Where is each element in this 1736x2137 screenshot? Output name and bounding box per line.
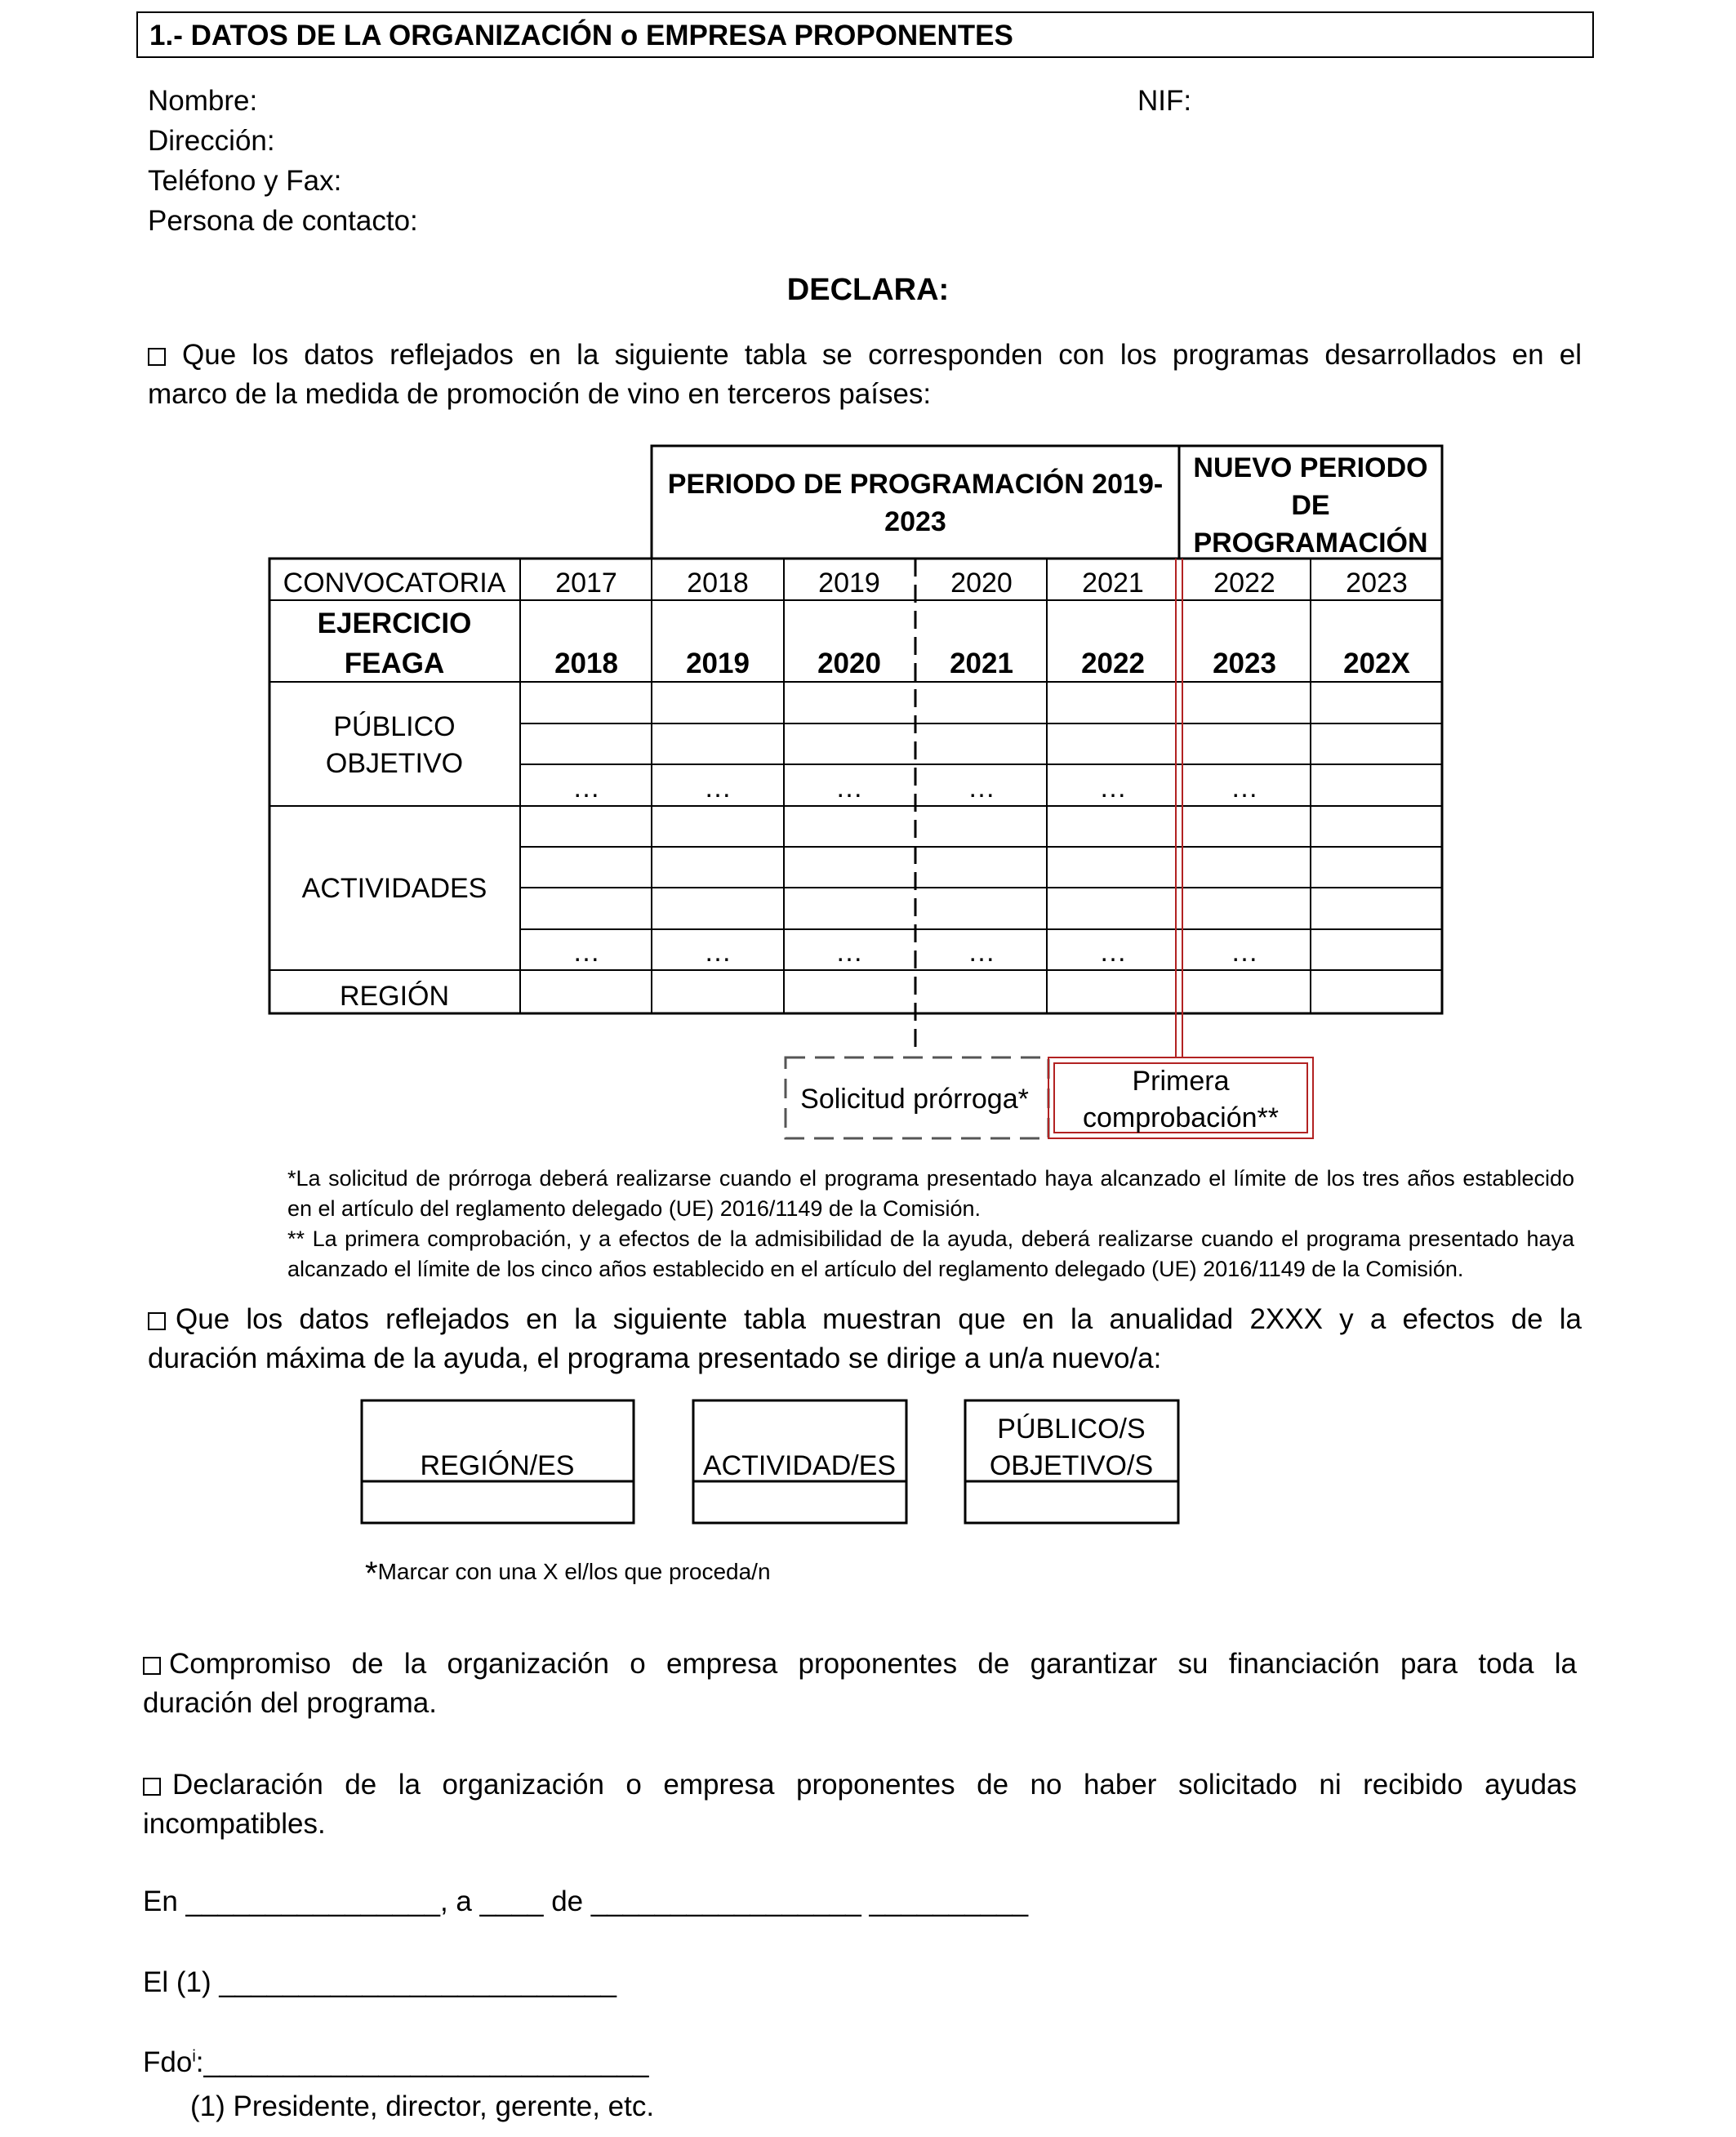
solicitud-prorroga-label: Solicitud prórroga* — [800, 1084, 1029, 1115]
row-label-ejercicio-line1: EJERCICIO — [317, 608, 472, 639]
publico-box-label-line1: PÚBLICO/S — [997, 1414, 1146, 1445]
actividad-box-label: ACTIVIDAD/ES — [702, 1450, 897, 1481]
footnote-line: *La solicitud de prórroga deberá realizarse cuando el programa presentado haya alcanzado el límite de los tres años establecido — [287, 1166, 1574, 1191]
marcar-note-text: Marcar con una X el/los que proceda/n — [377, 1559, 771, 1584]
row-label-publico-line2: OBJETIVO — [325, 748, 464, 779]
paragraph-line: marco de la medida de promoción de vino en terceros países: — [148, 378, 932, 410]
field-nombre: Nombre: — [148, 85, 258, 117]
row-label-publico-line1: PÚBLICO — [333, 711, 456, 742]
fdo-blank: :____________________________ — [195, 2046, 649, 2078]
section-title: 1.- DATOS DE LA ORGANIZACIÓN o EMPRESA PROPONENTES — [149, 20, 1013, 51]
ellipsis-cell: … — [968, 772, 995, 804]
footnote-line: alcanzado el límite de los cinco años establecido en el artículo del reglamento delegado (UE) 2016/1149 de la Comisión. — [287, 1257, 1464, 1281]
checkbox[interactable] — [143, 1657, 161, 1675]
convocatoria-year: 2019 — [818, 568, 880, 599]
paragraph-line: duración máxima de la ayuda, el programa presentado se dirige a un/a nuevo/a: — [148, 1342, 1162, 1374]
ejercicio-year: 2021 — [950, 648, 1013, 679]
row-label-region: REGIÓN — [339, 981, 450, 1012]
new-period-header-line3: PROGRAMACIÓN — [1193, 528, 1428, 559]
checkbox[interactable] — [143, 1778, 161, 1796]
row-label-actividades: ACTIVIDADES — [301, 873, 487, 904]
ejercicio-year: 2018 — [554, 648, 618, 679]
ejercicio-year: 2019 — [686, 648, 750, 679]
compromiso-paragraph — [143, 1645, 1577, 1723]
publico-box-label-line2: OBJETIVO/S — [989, 1450, 1154, 1481]
ellipsis-cell: … — [704, 937, 732, 968]
marcar-note-star: * — [365, 1556, 378, 1592]
ejercicio-year: 2023 — [1213, 648, 1276, 679]
ayudas-paragraph — [143, 1765, 1577, 1844]
declara-heading: DECLARA: — [786, 273, 950, 307]
row-label-convocatoria: CONVOCATORIA — [283, 568, 506, 599]
period-header-line1: PERIODO DE PROGRAMACIÓN 2019- — [667, 469, 1164, 500]
fdo-superscript: i — [192, 2047, 196, 2066]
paragraph-line: Que los datos reflejados en la siguiente tabla muestran que en la anualidad 2XXX y a efectos de la — [148, 1300, 1582, 1339]
checkbox[interactable] — [148, 1312, 166, 1330]
region-box-label: REGIÓN/ES — [420, 1450, 575, 1481]
footnote-line: en el artículo del reglamento delegado (UE) 2016/1149 de la Comisión. — [287, 1196, 982, 1221]
ellipsis-cell: … — [572, 772, 600, 804]
field-nif: NIF: — [1137, 85, 1192, 117]
convocatoria-year: 2020 — [950, 568, 1013, 599]
field-direccion: Dirección: — [148, 125, 275, 157]
ellipsis-cell: … — [835, 937, 863, 968]
primera-comprobacion-line2: comprobación** — [1082, 1102, 1280, 1133]
convocatoria-year: 2021 — [1082, 568, 1144, 599]
period-header-line2: 2023 — [884, 506, 946, 537]
new-period-header-line2: DE — [1291, 490, 1330, 521]
convocatoria-year: 2022 — [1213, 568, 1275, 599]
ellipsis-cell: … — [835, 772, 863, 804]
role-footnote: (1) Presidente, director, gerente, etc. — [190, 2090, 655, 2122]
ellipsis-cell: … — [1099, 772, 1127, 804]
fdo-label: Fdo — [143, 2046, 193, 2078]
table-footnotes — [287, 1164, 1574, 1284]
paragraph-line: Compromiso de la organización o empresa proponentes de garantizar su financiación para toda la — [143, 1645, 1577, 1684]
field-telefono: Teléfono y Fax: — [148, 165, 342, 197]
paragraph-line: incompatibles. — [143, 1808, 326, 1840]
signature-line[interactable] — [143, 2043, 649, 2082]
paragraph-line: Declaración de la organización o empresa proponentes de no haber solicitado ni recibido ayudas — [143, 1765, 1577, 1805]
ellipsis-cell: … — [572, 937, 600, 968]
convocatoria-year: 2017 — [555, 568, 617, 599]
ejercicio-year: 2020 — [817, 648, 881, 679]
convocatoria-year: 2018 — [687, 568, 749, 599]
paragraph-line: Que los datos reflejados en la siguiente tabla se corresponden con los programas desarrollados en el — [148, 336, 1582, 375]
row-label-ejercicio-line2: FEAGA — [344, 648, 445, 679]
new-period-header-line1: NUEVO PERIODO — [1193, 452, 1428, 483]
place-date-line[interactable]: En ________________, a ____ de _________________ __________ — [143, 1885, 1029, 1917]
ellipsis-cell: … — [1231, 937, 1258, 968]
paragraph-line: duración del programa. — [143, 1687, 437, 1719]
ellipsis-cell: … — [968, 937, 995, 968]
ellipsis-cell: … — [1099, 937, 1127, 968]
marcar-note — [365, 1556, 771, 1590]
convocatoria-year: 2023 — [1346, 568, 1408, 599]
footnote-line: ** La primera comprobación, y a efectos de la admisibilidad de la ayuda, deberá realizarse cuando el programa presentado haya — [287, 1227, 1574, 1251]
primera-comprobacion-line1: Primera — [1132, 1066, 1230, 1097]
ellipsis-cell: … — [704, 772, 732, 804]
ellipsis-cell: … — [1231, 772, 1258, 804]
period-header-cell — [652, 446, 1179, 559]
ejercicio-year: 2022 — [1081, 648, 1145, 679]
ejercicio-year: 202X — [1343, 648, 1410, 679]
field-contacto: Persona de contacto: — [148, 205, 418, 237]
anualidad-paragraph — [148, 1300, 1582, 1378]
role-line[interactable]: El (1) _________________________ — [143, 1966, 617, 1998]
target-boxes — [0, 1388, 1736, 1535]
